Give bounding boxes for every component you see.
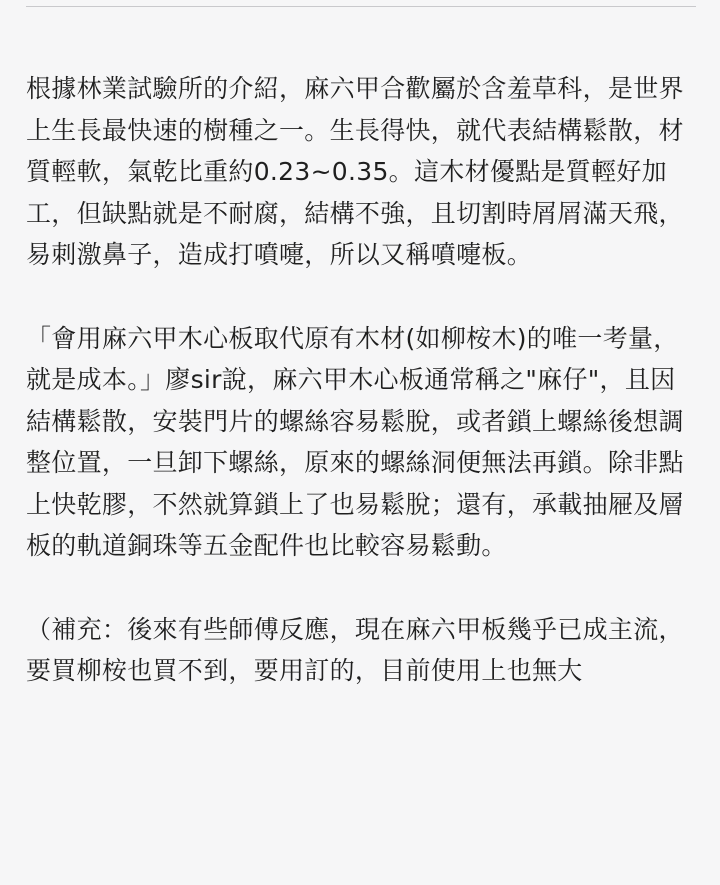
- article-body: [26, 68, 696, 734]
- article-paragraph: 根據林業試驗所的介紹，麻六甲合歡屬於含羞草科，是世界上生長最快速的樹種之一。生長得快，就代表結構鬆散，材質輕軟，氣乾比重約0.23~0.35。這木材優點是質輕好加工，但缺點就是不耐腐，結構不強，且切割時屑屑滿天飛，易刺激鼻子，造成打噴嚏，所以又稱噴嚏板。: [26, 74, 684, 269]
- top-divider: [26, 6, 696, 7]
- article-paragraph: （補充：後來有些師傅反應，現在麻六甲板幾乎已成主流，要買柳桉也買不到，要用訂的，目前使用上也無大: [26, 614, 684, 685]
- article-paragraph: 「會用麻六甲木心板取代原有木材(如柳桉木)的唯一考量，就是成本。」廖sir說，麻六甲木心板通常稱之"麻仔"，且因結構鬆散，安裝門片的螺絲容易鬆脫，或者鎖上螺絲後想調整位置，一旦卸下螺絲，原來的螺絲洞便無法再鎖。除非點上快乾膠，不然就算鎖上了也易鬆脫；還有，承載抽屜及層板的軌道銅珠等五金配件也比較容易鬆動。: [26, 323, 684, 560]
